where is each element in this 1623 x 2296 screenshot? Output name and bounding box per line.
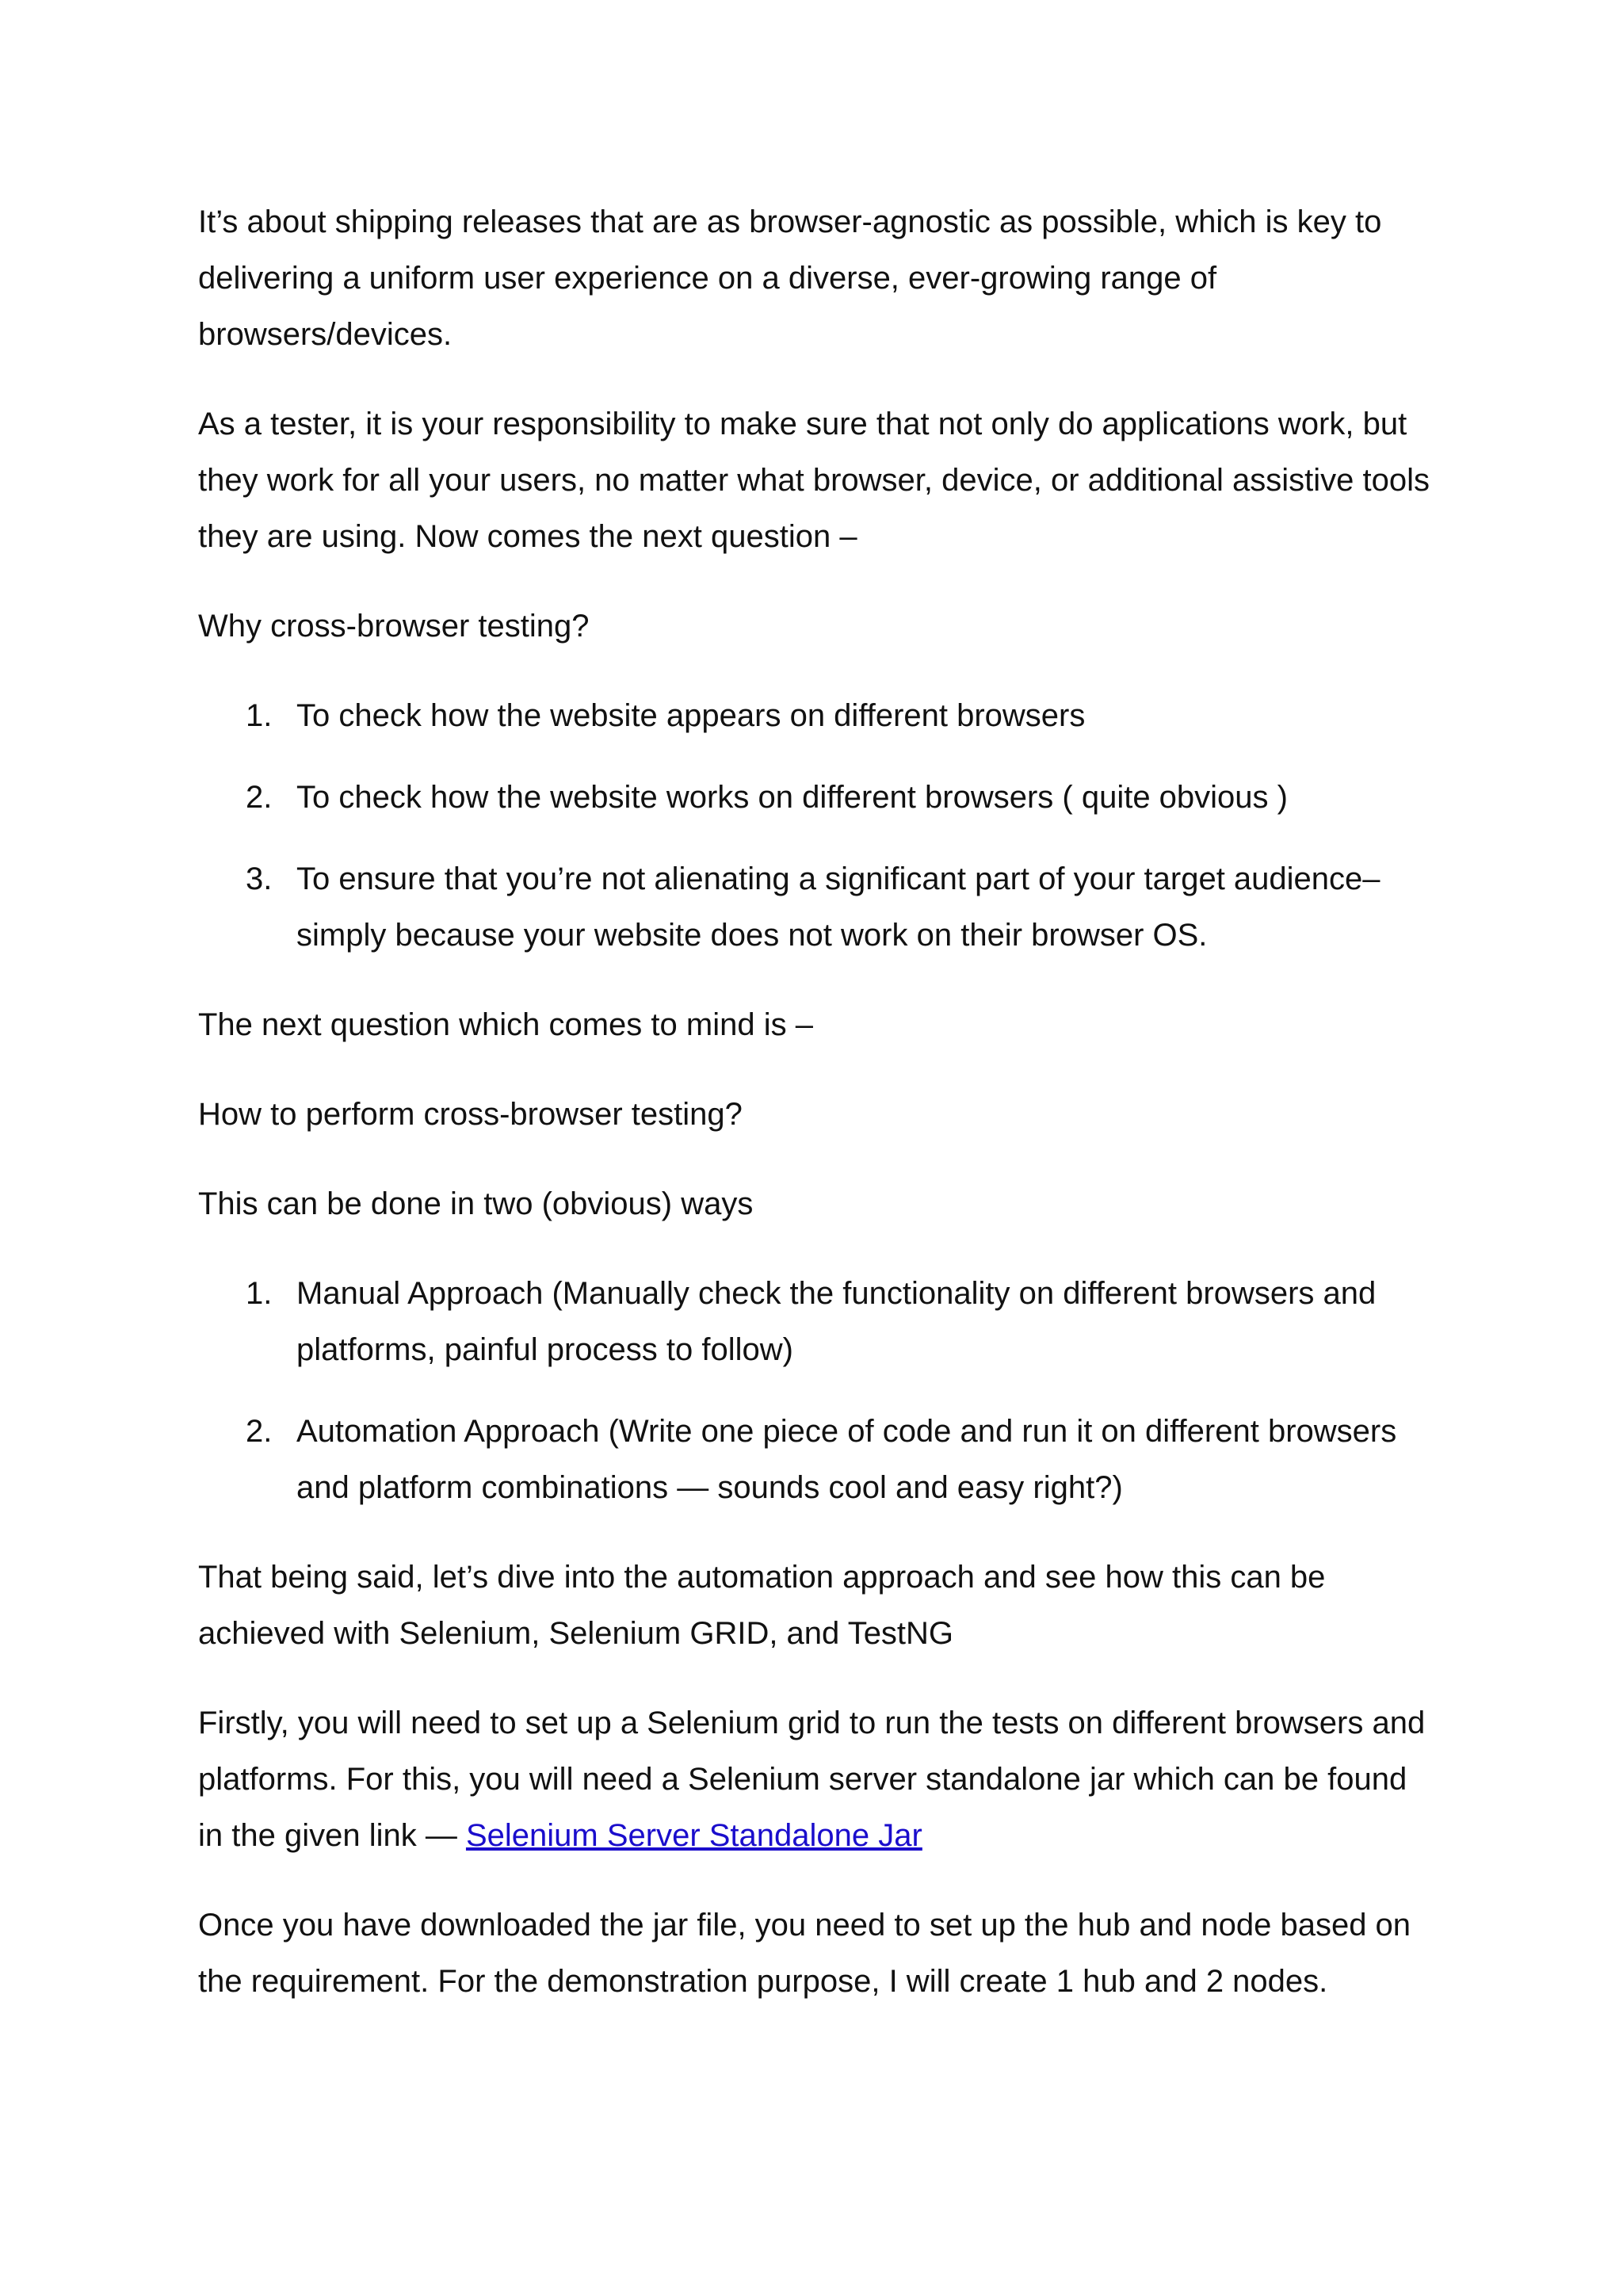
list-item: [198, 851, 1434, 964]
list-number: 2.: [246, 780, 273, 815]
list-item: [198, 1266, 1434, 1378]
list-item-text: To check how the website appears on different browsers: [296, 698, 1086, 733]
list-item: [198, 688, 1434, 744]
tester-responsibility-paragraph: As a tester, it is your responsibility to make sure that not only do applications work, but they work for all your users, no matter what browser, device, or additional assistive tools they are using. Now comes the next question –: [198, 407, 1430, 554]
document-body: [198, 194, 1434, 2043]
approaches-list: [198, 1266, 1434, 1516]
intro-paragraph: It’s about shipping releases that are as browser-agnostic as possible, which is key to delivering a uniform user experience on a diverse, ever-growing range of browsers/devices.: [198, 204, 1382, 352]
next-question-paragraph: The next question which comes to mind is –: [198, 1007, 813, 1042]
selenium-grid-paragraph: [198, 1695, 1434, 1864]
hub-node-paragraph: Once you have downloaded the jar file, you need to set up the hub and node based on the requirement. For the demonstration purpose, I will create 1 hub and 2 nodes.: [198, 1908, 1411, 1999]
list-number: 1.: [246, 698, 273, 733]
how-question: How to perform cross-browser testing?: [198, 1097, 743, 1132]
two-ways-paragraph: This can be done in two (obvious) ways: [198, 1186, 754, 1221]
list-number: 2.: [246, 1414, 273, 1449]
list-item-text: Manual Approach (Manually check the functionality on different browsers and platforms, painful process to follow): [296, 1276, 1377, 1367]
automation-paragraph: That being said, let’s dive into the automation approach and see how this can be achieved with Selenium, Selenium GRID, and TestNG: [198, 1560, 1326, 1651]
why-question: Why cross-browser testing?: [198, 609, 590, 644]
list-item-text: Automation Approach (Write one piece of code and run it on different browsers and platform combinations — sounds cool and easy right?): [296, 1414, 1397, 1505]
selenium-server-jar-link[interactable]: Selenium Server Standalone Jar: [465, 1818, 922, 1853]
list-item: [198, 770, 1434, 826]
list-number: 3.: [246, 861, 273, 896]
reasons-list: [198, 688, 1434, 964]
selenium-grid-text: Firstly, you will need to set up a Selenium grid to run the tests on different browsers and platforms. For this, you will need a Selenium server standalone jar which can be found in the given link —: [198, 1706, 1426, 1853]
list-number: 1.: [246, 1276, 273, 1311]
list-item-text: To ensure that you’re not alienating a significant part of your target audience–simply because your website does not work on their browser OS.: [296, 861, 1381, 953]
list-item-text: To check how the website works on different browsers ( quite obvious ): [296, 780, 1288, 815]
list-item: [198, 1404, 1434, 1516]
